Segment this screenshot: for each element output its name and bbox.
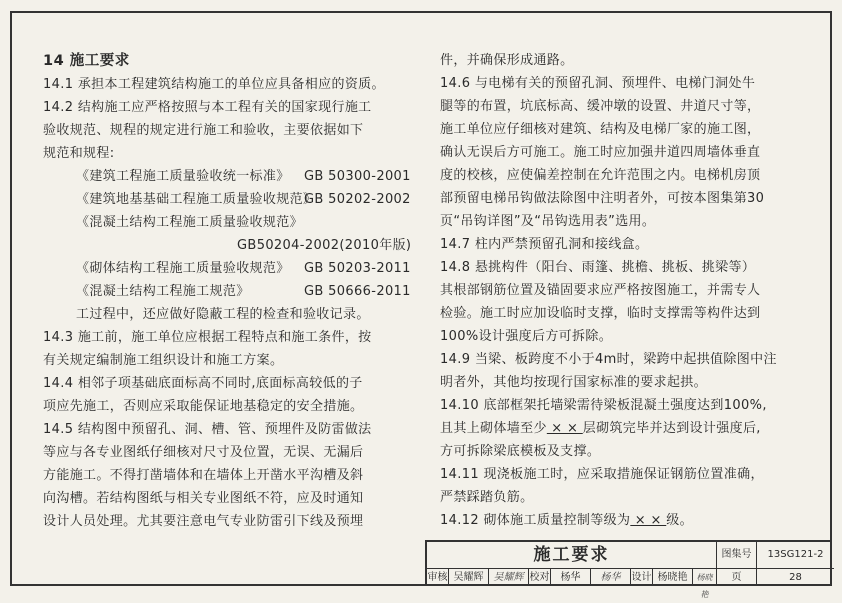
para-14-6-line6: 部预留电梯吊钩做法除图中注明者外，可按本图集第30	[440, 191, 765, 206]
standard-item	[76, 212, 418, 234]
para-14-6-line2: 腿等的布置，坑底标高、缓冲墩的设置、井道尺寸等，	[440, 99, 761, 114]
sheet-title: 施工要求	[427, 542, 717, 569]
para-14-6-line4: 确认无误后方可施工。施工时应加强井道四周墙体垂直	[440, 145, 761, 160]
text-fragment: 14.12 砌体施工质量控制等级为	[440, 513, 631, 528]
para-14-4-line1: 14.4 相邻子项基础底面标高不同时,底面标高较低的子	[43, 376, 363, 391]
design-name: 杨晓艳	[653, 569, 693, 586]
para-14-7: 14.7 柱内严禁预留孔洞和接线盒。	[440, 237, 649, 252]
standard-name: 《砌体结构工程施工质量验收规范》	[76, 261, 290, 276]
review-signature: 吴耀辉	[489, 569, 529, 586]
para-14-12	[440, 510, 693, 532]
para-14-9-line1: 14.9 当梁、板跨度不小于4m时，梁跨中起拱值除图中注	[440, 352, 777, 367]
standard-name: 《混凝土结构工程施工规范》	[76, 284, 250, 299]
standard-item	[76, 189, 418, 211]
check-name: 杨华	[551, 569, 591, 586]
review-name: 吴耀辉	[449, 569, 489, 586]
para-14-8-line3: 检验。施工时应加设临时支撑，临时支撑需等构件达到	[440, 306, 761, 321]
para-14-8-line1: 14.8 悬挑构件（阳台、雨篷、挑檐、挑板、挑梁等）	[440, 260, 756, 275]
para-14-5-line2: 等应与各专业图纸仔细核对尺寸及位置，无误、无漏后	[43, 445, 364, 460]
standard-code: GB 50202-2002	[304, 192, 411, 207]
section-heading: 14 施工要求	[43, 53, 130, 69]
para-14-2-line1: 14.2 结构施工应严格按照与本工程有关的国家现行施工	[43, 100, 372, 115]
standard-item	[76, 166, 418, 188]
standard-code: GB 50203-2011	[304, 261, 411, 276]
para-14-8-line4: 100%设计强度后方可拆除。	[440, 329, 613, 344]
standard-item	[76, 258, 418, 280]
para-14-8-line2: 其根部钢筋位置及锚固要求应严格按图施工，并需专人	[440, 283, 761, 298]
para-14-6-line1: 14.6 与电梯有关的预留孔洞、预埋件、电梯门洞处牛	[440, 76, 756, 91]
standard-code: GB 50300-2001	[304, 169, 411, 184]
standard-name: 《建筑工程施工质量验收统一标准》	[76, 169, 290, 184]
standard-name: 《建筑地基基础工程施工质量验收规范》	[76, 192, 317, 207]
blank-value: × ×	[630, 513, 667, 528]
review-label: 审核	[427, 569, 449, 586]
para-14-1: 14.1 承担本工程建筑结构施工的单位应具备相应的资质。	[43, 77, 385, 92]
standard-name: 《混凝土结构工程施工质量验收规范》	[76, 215, 303, 230]
para-14-10-line1: 14.10 底部框架托墙梁需待梁板混凝土强度达到100%,	[440, 398, 767, 413]
design-signature: 杨晓艳	[693, 569, 717, 586]
text-fragment: 且其上砌体墙至少	[440, 421, 547, 436]
page-label: 页	[717, 569, 757, 586]
para-14-9-line2: 明者外，其他均按现行国家标准的要求起拱。	[440, 375, 708, 390]
page-number: 28	[789, 572, 802, 583]
para-14-6-line7: 页“吊钩详图”及“吊钩选用表”选用。	[440, 214, 656, 229]
para-14-11-line2: 严禁踩踏负筋。	[440, 490, 534, 505]
para-14-5-line5: 设计人员处理。尤其要注意电气专业防雷引下线及预埋	[43, 514, 364, 529]
para-14-5-line6: 件，并确保形成通路。	[440, 53, 574, 68]
atlas-label: 图集号	[717, 542, 757, 569]
title-block	[425, 540, 832, 599]
standard-code: GB 50666-2011	[304, 284, 411, 299]
check-signature: 杨华	[591, 569, 631, 586]
para-14-2-line3: 规范和规程:	[43, 146, 115, 161]
para-14-10-line3: 方可拆除梁底模板及支撑。	[440, 444, 601, 459]
para-14-2-line4: 工过程中，还应做好隐蔽工程的检查和验收记录。	[76, 307, 370, 322]
atlas-number: 13SG121-2	[757, 542, 834, 569]
blank-value: × ×	[546, 421, 583, 436]
para-14-2-line2: 验收规范、规程的规定进行施工和验收，主要依据如下	[43, 123, 364, 138]
para-14-6-line5: 度的校核，应使偏差控制在允许范围之内。电梯机房顶	[440, 168, 761, 183]
para-14-4-line2: 项应先施工，否则应采取能保证地基稳定的安全措施。	[43, 399, 364, 414]
standard-item	[76, 281, 418, 303]
para-14-11-line1: 14.11 现浇板施工时，应采取措施保证钢筋位置准确，	[440, 467, 764, 482]
check-label: 校对	[529, 569, 551, 586]
text-fragment: 级。	[666, 513, 693, 528]
para-14-5-line4: 向沟槽。若结构图纸与相关专业图纸不符，应及时通知	[43, 491, 364, 506]
design-label: 设计	[631, 569, 653, 586]
para-14-3-line1: 14.3 施工前，施工单位应根据工程特点和施工条件，按	[43, 330, 372, 345]
para-14-5-line1: 14.5 结构图中预留孔、洞、槽、管、预埋件及防雷做法	[43, 422, 372, 437]
para-14-3-line2: 有关规定编制施工组织设计和施工方案。	[43, 353, 284, 368]
para-14-6-line3: 施工单位应仔细核对建筑、结构及电梯厂家的施工图，	[440, 122, 761, 137]
text-fragment: 层砌筑完毕并达到设计强度后,	[582, 421, 761, 436]
para-14-5-line3: 方能施工。不得打凿墙体和在墙体上开凿水平沟槽及斜	[43, 468, 364, 483]
standard-code: GB50204-2002(2010年版)	[237, 238, 412, 253]
para-14-10-line2	[440, 418, 761, 440]
